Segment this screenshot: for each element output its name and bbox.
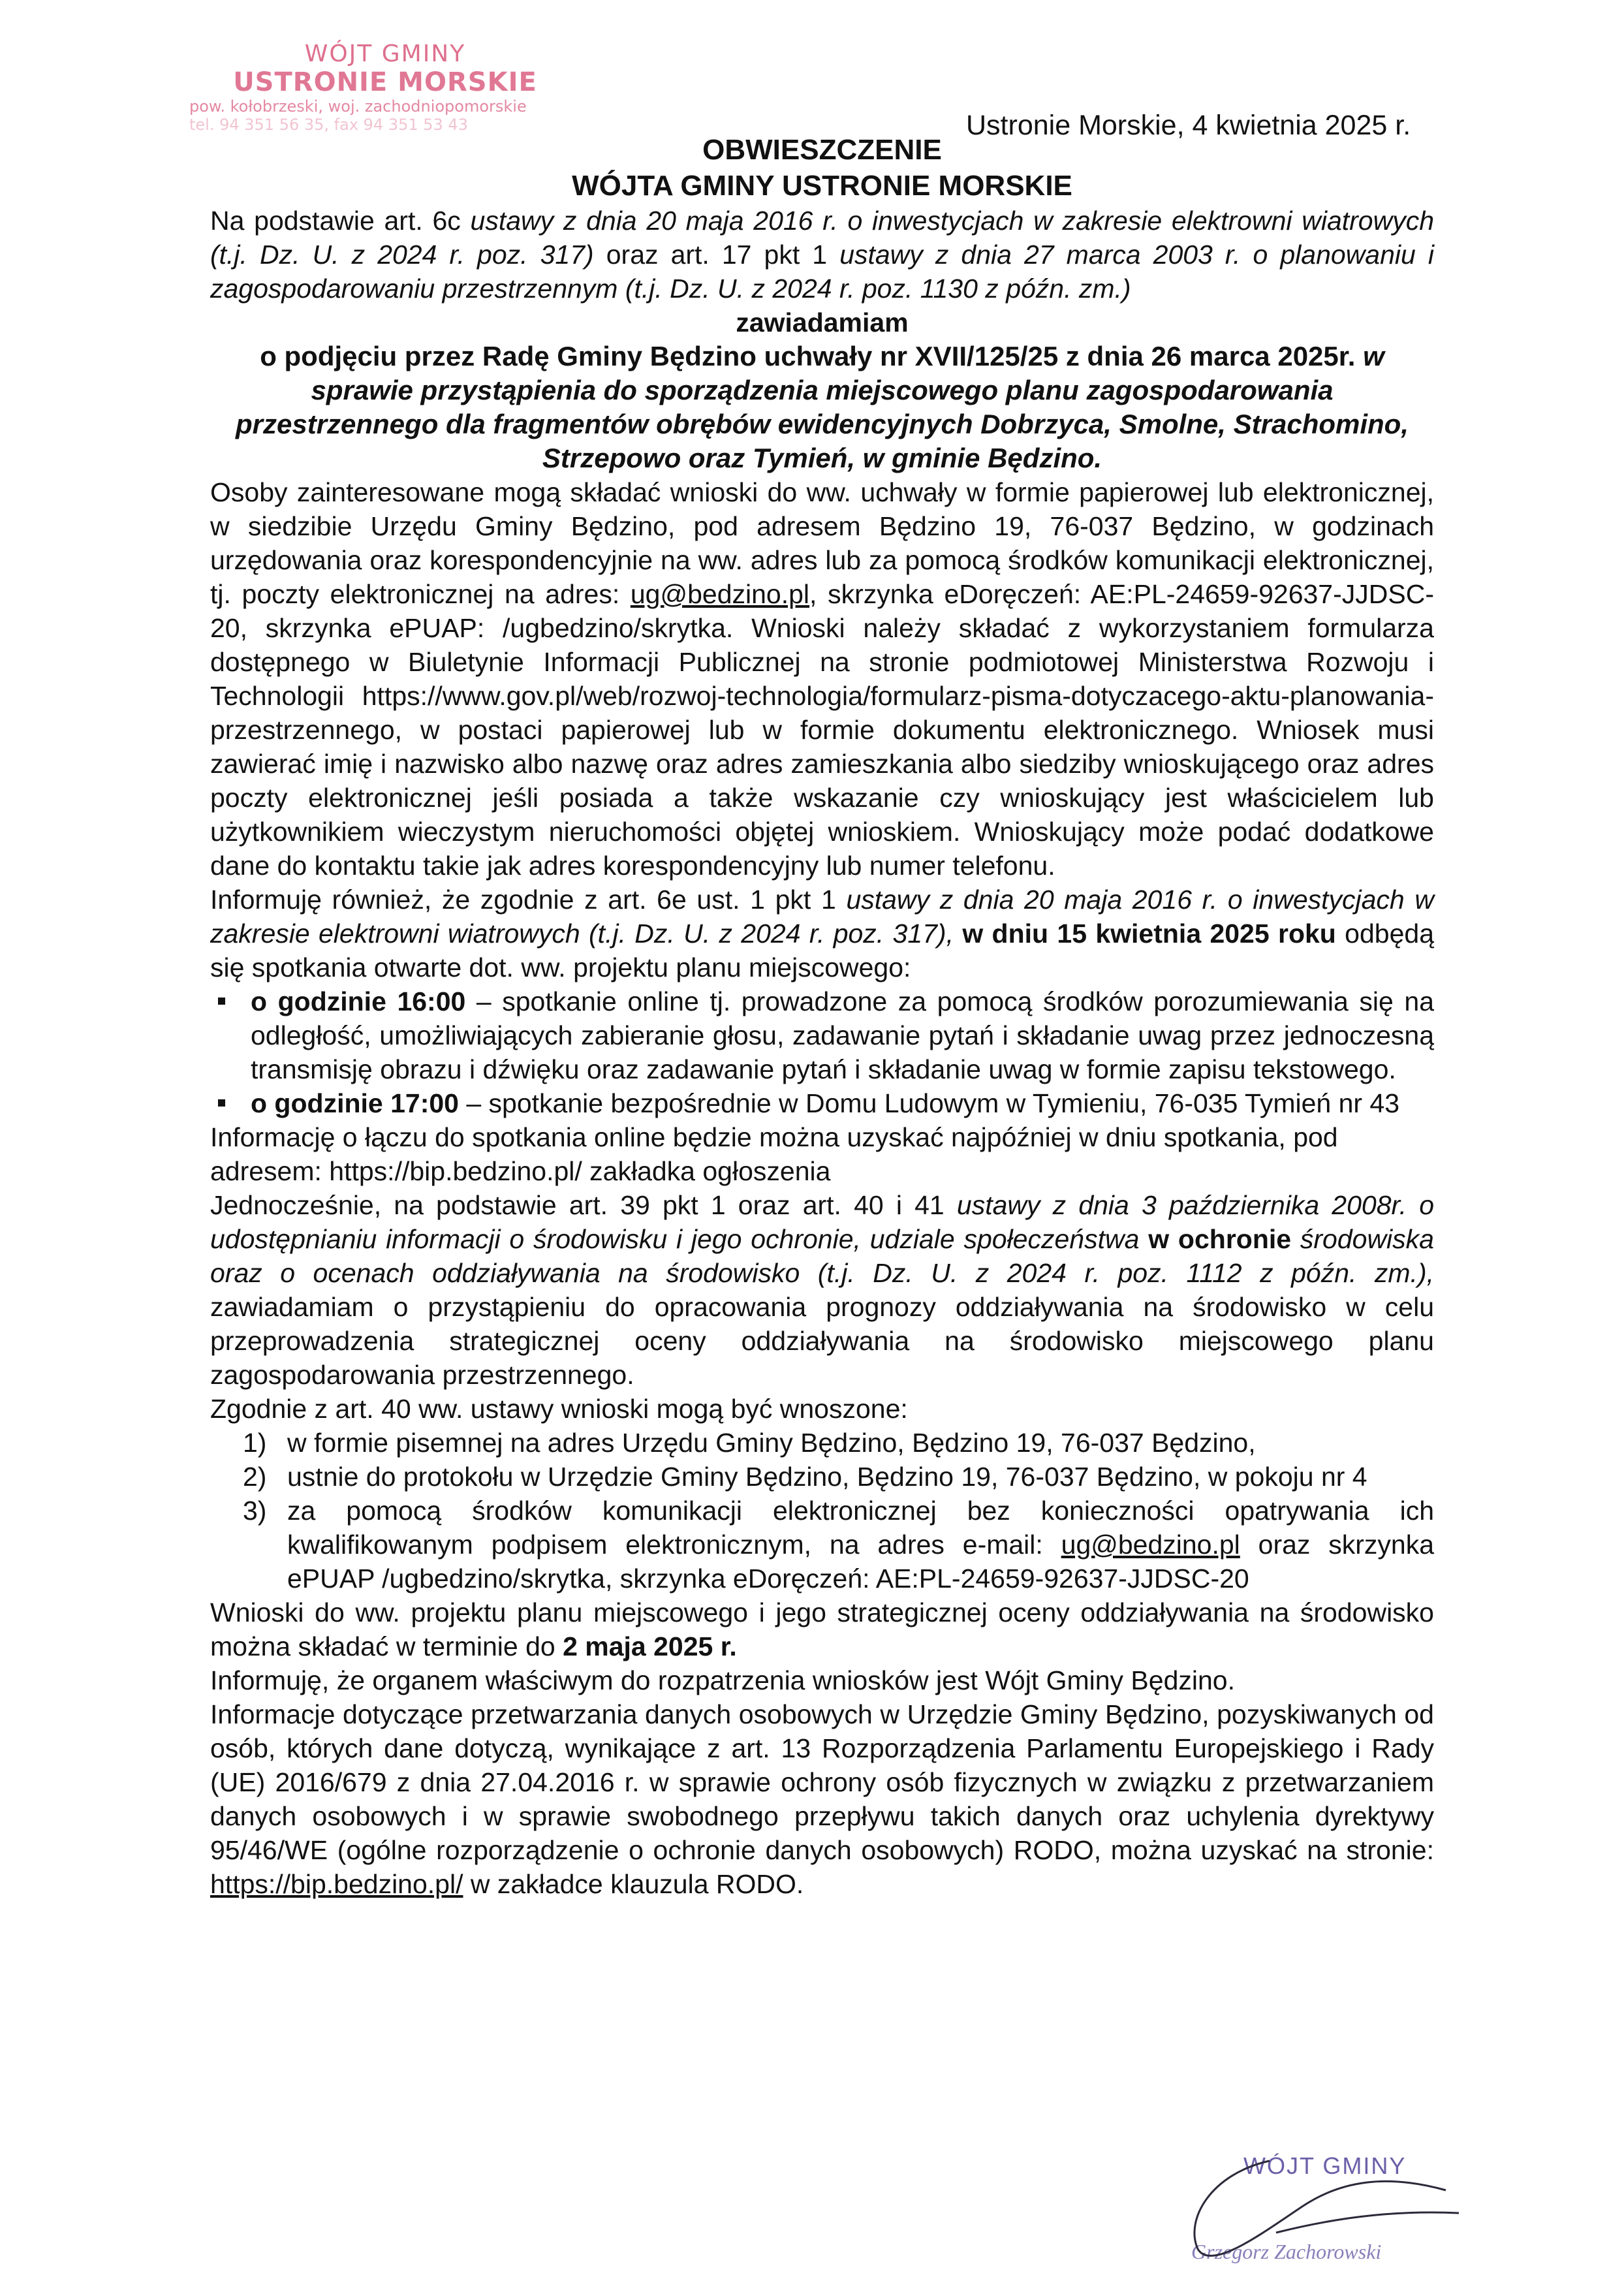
list-number: 3) [243, 1496, 267, 1526]
signature-name: Grzegorz Zachorowski [1191, 2240, 1382, 2263]
para2-text-b: ustawy z dnia 20 maja 2016 r. o inwestycjach w zakresie elektrowni wiatrowych (t.j. Dz. U. z 2024 r. poz. 317), [210, 885, 1434, 949]
stamp-line-1: WÓJT GMINY [304, 40, 466, 67]
intro-text-d: ustawy z dnia 27 marca 2003 r. o planowaniu i zagospodarowaniu przestrzennym (t.j. Dz. U. z 2024 r. poz. 1130 z późn. zm.) [210, 240, 1434, 304]
bullet-icon [218, 1099, 225, 1107]
stamp-line-3: pow. kołobrzeski, woj. zachodniopomorskie [189, 97, 527, 116]
list-number: 2) [243, 1462, 267, 1492]
intro-text-a: Na podstawie art. 6c [210, 206, 471, 236]
environment-paragraph [210, 1188, 1434, 1392]
deadline-date: 2 maja 2025 r. [563, 1631, 737, 1661]
stamp-line-4: tel. 94 351 56 35, fax 94 351 53 43 [189, 116, 468, 134]
para8-text-a: Informacje dotyczące przetwarzania danych osobowych w Urzędzie Gminy Będzino, pozyskiwanych od osób, których dane dotyczą, wynikające z art. 13 Rozporządzenia Parlamentu Europejskiego i Rady (UE) 2016/679 z dnia 27.04.2016 r. w sprawie ochrony osób fizycznych w związku z przetwarzaniem danych osobowych i w sprawie swobodnego przepływu takich danych oraz uchylenia dyrektywy 95/46/WE (ogólne rozporządzenie o ochronie danych osobowych) RODO, można uzyskać na stronie: [210, 1699, 1434, 1865]
para4-text-a: Jednocześnie, na podstawie art. 39 pkt 1 oraz art. 40 i 41 [210, 1190, 957, 1220]
meeting-text: – spotkanie bezpośrednie w Domu Ludowym w Tymieniu, 76-035 Tymień nr 43 [458, 1088, 1400, 1118]
meetings-paragraph [210, 883, 1434, 984]
email-link[interactable]: ug@bedzino.pl [1061, 1530, 1240, 1560]
resolution-text-a: o podjęciu przez Radę Gminy Będzino uchwały nr XVII/125/25 z dnia 26 marca 2025r. [260, 341, 1356, 371]
list-text: oraz skrzynka ePUAP /ugbedzino/skrytka, skrzynka eDoręczeń [287, 1530, 1434, 1594]
email-link[interactable]: ug@bedzino.pl [630, 579, 810, 609]
intro-paragraph [210, 204, 1434, 306]
para2-text-a: Informuję również, że zgodnie z art. 6e ust. 1 pkt 1 [210, 885, 847, 915]
meeting-text: – spotkanie online tj. prowadzone za pomocą środków porozumiewania się na odległość, umożliwiających zabieranie głosu, zadawanie pytań i składanie uwag przez jednoczesną transmisję obrazu i dźwięku oraz zadawanie pytań i składanie uwag w formie zapisu tekstowego. [251, 986, 1434, 1084]
meeting-time: o godzinie 16:00 [251, 986, 466, 1016]
para4-text-d: środowiska oraz o ocenach oddziaływania na środowisko (t.j. Dz. U. z 2024 r. poz. 1112 z późn. zm.), [210, 1224, 1434, 1288]
list-item [210, 1086, 1434, 1120]
para8-text-b: w zakładce klauzula RODO. [463, 1869, 804, 1899]
list-number: 1) [243, 1428, 267, 1458]
office-stamp [189, 40, 574, 134]
list-item [210, 1494, 1434, 1595]
ways-list [210, 1426, 1434, 1595]
para4-text-e: zawiadamiam o przystąpieniu do opracowania prognozy oddziaływania na środowisko w celu przeprowadzenia strategicznej oceny oddziaływania na środowisko miejscowego planu zagospodarowania przestrzennego. [210, 1292, 1434, 1390]
para2-text-d: odbędą się spotkania otwarte dot. ww. projektu planu miejscowego: [210, 919, 1434, 982]
para6-text-a: Wnioski do ww. projektu planu miejscowego i jego strategicznej oceny oddziaływania na środowisko można składać w terminie do [210, 1597, 1434, 1661]
list-item [210, 1426, 1434, 1460]
applications-paragraph [210, 475, 1434, 883]
rodo-paragraph [210, 1697, 1434, 1901]
resolution-paragraph [210, 339, 1434, 475]
stamp-line-2: USTRONIE MORSKIE [233, 67, 537, 97]
authority-paragraph: Informuję, że organem właściwym do rozpatrzenia wniosków jest Wójt Gminy Będzino. [210, 1665, 1235, 1695]
para2-text-c: w dniu 15 kwietnia 2025 roku [953, 919, 1336, 949]
bullet-icon [218, 998, 225, 1005]
list-item [210, 1460, 1434, 1494]
list-item [210, 984, 1434, 1086]
meetings-list [210, 984, 1434, 1120]
document-subtitle: WÓJTA GMINY USTRONIE MORSKIE [572, 170, 1072, 202]
online-link-paragraph: Informację o łączu do spotkania online będzie można uzyskać najpóźniej w dniu spotkania, pod adresem: https://bip.bedzino.pl/ zakładka ogłoszenia [210, 1122, 1338, 1186]
list-text: : AE:PL-24659-92637-JJDSC-20 [862, 1563, 1249, 1594]
para1-text-a: Osoby zainteresowane mogą składać wnioski do ww. uchwały w formie papierowej lub elektronicznej, w siedzibie Urzędu Gminy Będzino, pod adresem Będzino 19, 76-037 Będzino, w godzinach urzędowania oraz korespondencyjnie na ww. adres lub za pomocą środków komunikacji elektronicznej, tj. poczty elektronicznej na adres: [210, 477, 1434, 609]
notify-heading: zawiadamiam [736, 307, 909, 338]
signature-stamp [1172, 2135, 1511, 2278]
para4-text-b: ustawy z dnia 3 października 2008r. o udostępnianiu informacji o środowisku i jego ochronie, udziale społeczeństwa [210, 1190, 1434, 1254]
bip-link[interactable]: https://bip.bedzino.pl/ [210, 1869, 463, 1899]
para4-text-c: w ochronie [1139, 1224, 1300, 1254]
meeting-time: o godzinie 17:00 [251, 1088, 459, 1118]
intro-text-b: ustawy z dnia 20 maja 2016 r. o inwestycjach w zakresie elektrowni wiatrowych (t.j. Dz. U. z 2024 r. poz. 317) [210, 206, 1434, 270]
intro-text-c: oraz art. 17 pkt 1 [593, 240, 840, 270]
ways-intro: Zgodnie z art. 40 ww. ustawy wnioski mogą być wnoszone: [210, 1394, 908, 1424]
document-title: OBWIESZCZENIE [702, 134, 942, 166]
list-text: za pomocą środków komunikacji elektronicznej bez konieczności opatrywania ich kwalifikowanym podpisem elektronicznym, na adres e-mail: [287, 1496, 1434, 1560]
para1-text-c: : AE:PL-24659-92637-JJDSC-20, skrzynka ePUAP: /ugbedzino/skrytka. Wnioski należy składać z wykorzystaniem formularza dostępnego w Biuletynie Informacji Publicznej na stronie podmiotowej Ministerstwa Rozwoju i Technologii https://www.gov.pl/web/rozwoj-technologia/formularz-pisma-dotyczacego-aktu-planowania-przestrzennego, w postaci papierowej lub w formie dokumentu elektronicznego. Wniosek musi zawierać imię i nazwisko albo nazwę oraz adres zamieszkania albo siedziby wnioskującego oraz adres poczty elektronicznej jeśli posiada a także wskazanie czy wnioskujący jest właścicielem lub użytkownikiem wieczystym nieruchomości objętej wnioskiem. Wnioskujący może podać dodatkowe dane do kontaktu takie jak adres korespondencyjny lub numer telefonu. [210, 579, 1434, 881]
resolution-text-b: w sprawie przystąpienia do sporządzenia miejscowego planu zagospodarowania przestrzennego dla fragmentów obrębów ewidencyjnych Dobrzyca, Smolne, Strachomino, Strzepowo oraz Tymień, w gminie Będzino. [236, 341, 1409, 473]
signature-title: WÓJT GMINY [1243, 2152, 1407, 2179]
deadline-paragraph [210, 1595, 1434, 1663]
list-text: w formie pisemnej na adres Urzędu Gminy Będzino, Będzino 19, 76-037 Będzino, [287, 1428, 1256, 1458]
document-date: Ustronie Morskie, 4 kwietnia 2025 r. [966, 110, 1411, 141]
list-text: ustnie do protokołu w Urzędzie Gminy Będzino, Będzino 19, 76-037 Będzino, w pokoju nr 4 [287, 1462, 1367, 1492]
document-body [210, 132, 1434, 1901]
para1-text-b: , skrzynka eDoręczeń [809, 579, 1074, 609]
